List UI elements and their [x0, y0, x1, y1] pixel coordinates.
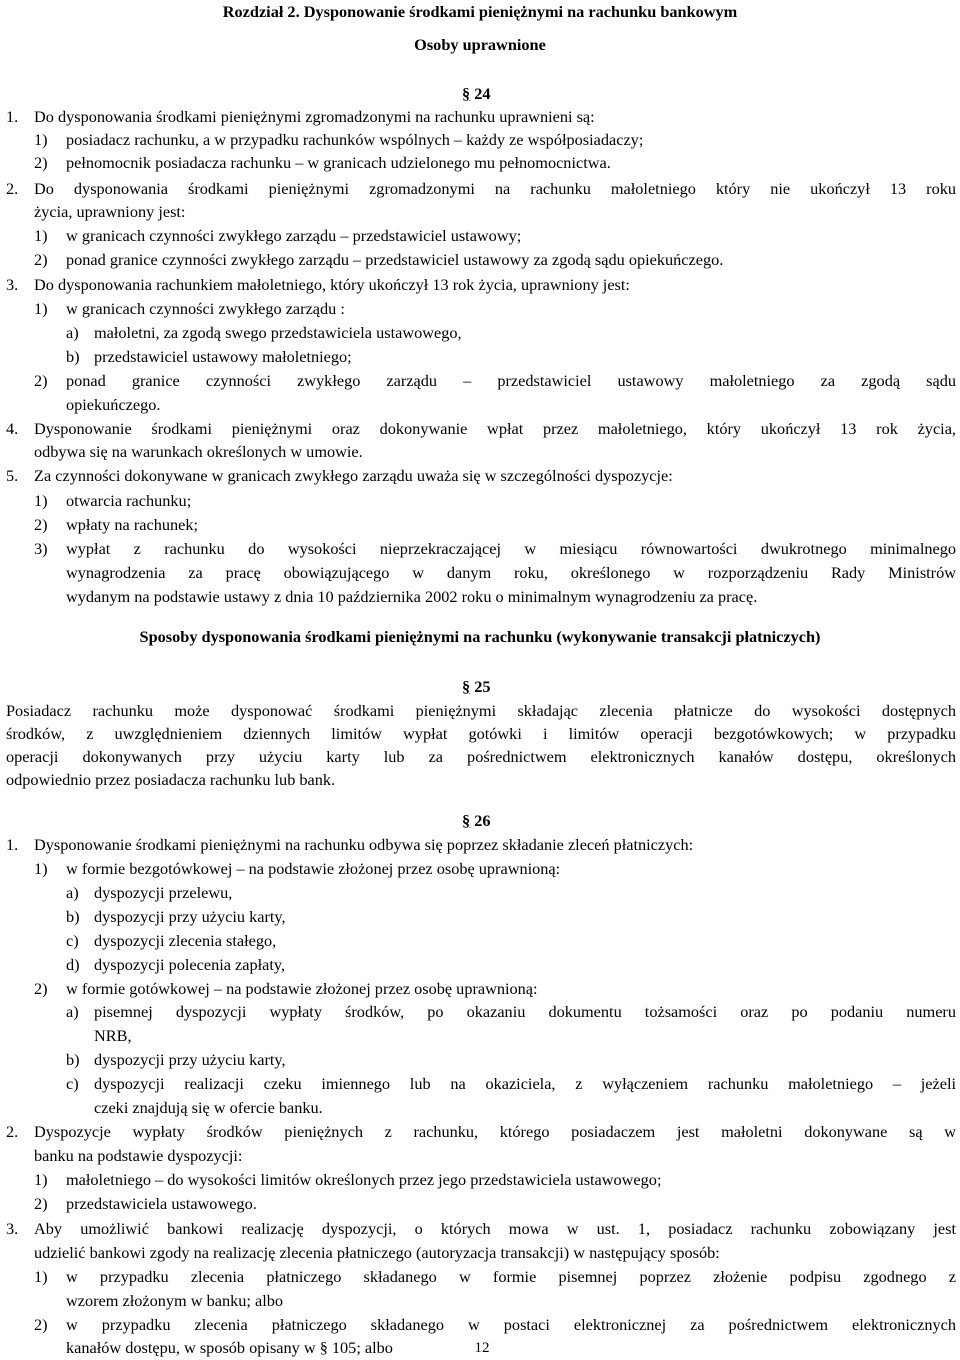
list-item-text: dyspozycji przelewu,: [94, 883, 233, 902]
list-number: 3.: [6, 1219, 19, 1238]
section-number-24: § 24: [462, 84, 491, 103]
list-item-text: przedstawiciel ustawowy małoletniego;: [94, 347, 352, 366]
section-number-25: § 25: [462, 677, 491, 696]
list-item-text: wzorem złożonym w banku; albo: [66, 1291, 284, 1310]
list-item-text: w granicach czynności zwykłego zarządu :: [66, 299, 345, 318]
paragraph-text: Posiadacz rachunku może dysponować środkami pieniężnymi składając zlecenia płatnicze do wysokości dostępnych: [6, 701, 956, 720]
list-letter: b): [66, 907, 80, 926]
list-item-text: otwarcia rachunku;: [66, 491, 192, 510]
list-item-text: posiadacz rachunku, a w przypadku rachunków wspólnych – każdy ze współposiadaczy;: [66, 130, 644, 149]
paragraph-text: środków, z uwzględnieniem dziennych limitów wypłat gotówki i limitów operacji bezgotówkowych; w przypadku: [6, 724, 956, 743]
list-number: 1): [34, 1267, 48, 1286]
list-number: 5.: [6, 466, 19, 485]
list-number: 2): [34, 250, 48, 269]
list-number: 2): [34, 1315, 48, 1334]
paragraph-text: odpowiednio przez posiadacza rachunku lub bank.: [6, 770, 336, 789]
list-letter: a): [66, 883, 79, 902]
list-item-text: dyspozycji przy użyciu karty,: [94, 907, 286, 926]
list-item-text: w formie gotówkowej – na podstawie złożonej przez osobę uprawnioną:: [66, 979, 538, 998]
paragraph-text: odbywa się na warunkach określonych w umowie.: [34, 442, 363, 461]
list-number: 2.: [6, 179, 19, 198]
list-item-text: pisemnej dyspozycji wypłaty środków, po okazaniu dokumentu tożsamości oraz po podaniu numeru: [94, 1002, 956, 1021]
list-item-text: czeki znajdują się w ofercie banku.: [94, 1098, 323, 1117]
paragraph-text: Do dysponowania środkami pieniężnymi zgromadzonymi na rachunku uprawnieni są:: [34, 107, 595, 126]
section-subtitle: Osoby uprawnione: [414, 35, 546, 54]
section-heading: Sposoby dysponowania środkami pieniężnymi na rachunku (wykonywanie transakcji płatniczych): [139, 627, 821, 646]
list-number: 1): [34, 1170, 48, 1189]
paragraph-text: Za czynności dokonywane w granicach zwykłego zarządu uważa się w szczególności dyspozycje:: [34, 466, 673, 485]
list-number: 2): [34, 371, 48, 390]
list-letter: a): [66, 1002, 79, 1021]
list-number: 1): [34, 226, 48, 245]
list-number: 4.: [6, 419, 19, 438]
list-item-text: w przypadku zlecenia płatniczego składanego w postaci elektronicznej za pośrednictwem elektronicznych: [66, 1315, 956, 1334]
list-item-text: wypłat z rachunku do wysokości nieprzekraczającej w miesiącu równowartości dwukrotnego minimalnego: [66, 539, 956, 558]
list-item-text: kanałów dostępu, w sposób opisany w § 105; albo: [66, 1338, 393, 1357]
list-number: 2): [34, 979, 48, 998]
list-item-text: dyspozycji polecenia zapłaty,: [94, 955, 286, 974]
list-item-text: wynagrodzenia za pracę obowiązującego w danym roku, określonego w rozporządzeniu Rady Ministrów: [66, 563, 956, 582]
paragraph-text: Dysponowanie środkami pieniężnymi na rachunku odbywa się poprzez składanie zleceń płatniczych:: [34, 835, 694, 854]
chapter-title: Rozdział 2. Dysponowanie środkami pieniężnymi na rachunku bankowym: [222, 2, 738, 21]
list-letter: a): [66, 323, 79, 342]
paragraph-text: operacji dokonywanych przy użyciu karty lub za pośrednictwem elektronicznych kanałów dostępu, określonych: [6, 747, 956, 766]
list-item-text: NRB,: [94, 1026, 132, 1045]
list-item-text: małoletni, za zgodą swego przedstawiciela ustawowego,: [94, 323, 462, 342]
list-item-text: w przypadku zlecenia płatniczego składanego w formie pisemnej poprzez złożenie podpisu zgodnego z: [66, 1267, 956, 1286]
list-letter: b): [66, 1050, 80, 1069]
list-item-text: ponad granice czynności zwykłego zarządu – przedstawiciel ustawowy za zgodą sądu opiekuńczego.: [66, 250, 724, 269]
paragraph-text: Do dysponowania rachunkiem małoletniego, który ukończył 13 rok życia, uprawniony jest:: [34, 275, 630, 294]
list-number: 2): [34, 1194, 48, 1213]
section-number-26: § 26: [462, 811, 491, 830]
paragraph-text: udzielić bankowi zgody na realizację zlecenia płatniczego (autoryzacja transakcji) w następujący sposób:: [34, 1243, 720, 1262]
list-number: 2): [34, 515, 48, 534]
list-item-text: wydanym na podstawie ustawy z dnia 10 października 2002 roku o minimalnym wynagrodzeniu za pracę.: [66, 587, 758, 606]
paragraph-text: Dysponowanie środkami pieniężnymi oraz dokonywanie wpłat przez małoletniego, który ukończył 13 rok życia,: [34, 419, 956, 438]
list-letter: b): [66, 347, 80, 366]
list-item-text: dyspozycji realizacji czeku imiennego lub na okaziciela, z wyłączeniem rachunku małoletniego – jeżeli: [94, 1074, 956, 1093]
list-item-text: w granicach czynności zwykłego zarządu – przedstawiciel ustawowy;: [66, 226, 522, 245]
list-item-text: przedstawiciela ustawowego.: [66, 1194, 257, 1213]
list-number: 2): [34, 153, 48, 172]
list-letter: c): [66, 1074, 79, 1093]
paragraph-text: banku na podstawie dyspozycji:: [34, 1146, 243, 1165]
list-item-text: małoletniego – do wysokości limitów określonych przez jego przedstawiciela ustawowego;: [66, 1170, 662, 1189]
page-number: 12: [472, 1337, 492, 1360]
list-number: 1.: [6, 835, 19, 854]
list-item-text: ponad granice czynności zwykłego zarządu – przedstawiciel ustawowy małoletniego za zgodą sądu: [66, 371, 956, 390]
list-item-text: opiekuńczego.: [66, 395, 161, 414]
list-number: 1): [34, 130, 48, 149]
list-number: 1.: [6, 107, 19, 126]
list-item-text: w formie bezgotówkowej – na podstawie złożonej przez osobę uprawnioną:: [66, 859, 561, 878]
list-item-text: pełnomocnik posiadacza rachunku – w granicach udzielonego mu pełnomocnictwa.: [66, 153, 611, 172]
list-number: 1): [34, 491, 48, 510]
list-item-text: wpłaty na rachunek;: [66, 515, 199, 534]
list-number: 2.: [6, 1122, 19, 1141]
list-number: 3): [34, 539, 48, 558]
list-item-text: dyspozycji przy użyciu karty,: [94, 1050, 286, 1069]
paragraph-text: Dyspozycje wypłaty środków pieniężnych z rachunku, którego posiadaczem jest małoletni dokonywane są w: [34, 1122, 956, 1141]
list-letter: c): [66, 931, 79, 950]
paragraph-text: życia, uprawniony jest:: [34, 202, 186, 221]
paragraph-text: Aby umożliwić bankowi realizację dyspozycji, o których mowa w ust. 1, posiadacz rachunku zobowiązany jest: [34, 1219, 956, 1238]
list-item-text: dyspozycji zlecenia stałego,: [94, 931, 277, 950]
list-number: 3.: [6, 275, 19, 294]
list-number: 1): [34, 299, 48, 318]
list-letter: d): [66, 955, 80, 974]
paragraph-text: Do dysponowania środkami pieniężnymi zgromadzonymi na rachunku małoletniego który nie ukończył 13 roku: [34, 179, 956, 198]
list-number: 1): [34, 859, 48, 878]
